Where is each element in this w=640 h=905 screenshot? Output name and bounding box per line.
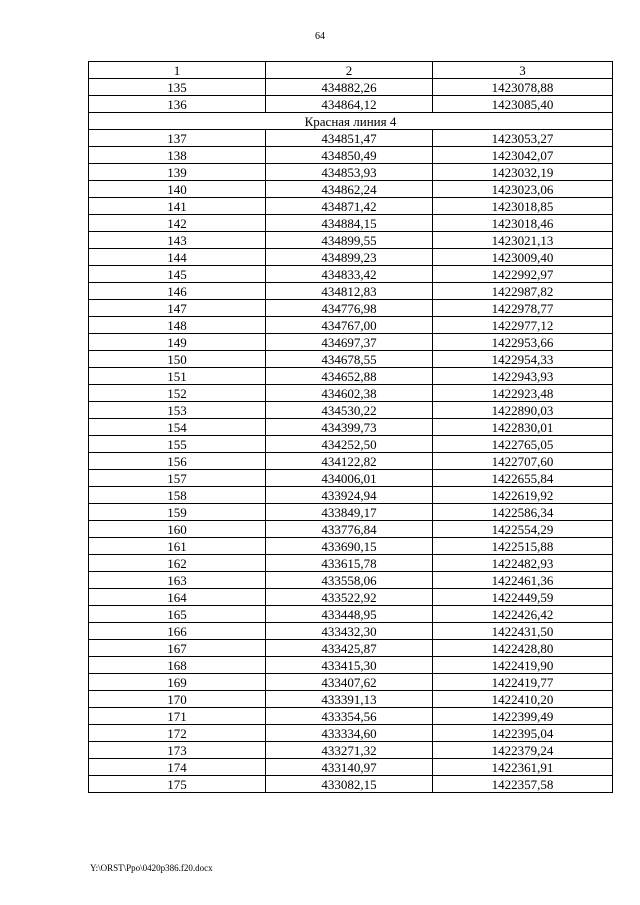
point-number-cell: 144: [89, 249, 266, 266]
x-coordinate-cell: 434006,01: [266, 470, 433, 487]
table-row: [89, 606, 613, 623]
x-coordinate-cell: 434851,47: [266, 130, 433, 147]
point-number-cell: 147: [89, 300, 266, 317]
table-row: [89, 300, 613, 317]
y-coordinate-cell: 1422428,80: [433, 640, 613, 657]
table-row: [89, 691, 613, 708]
y-coordinate-cell: 1423023,06: [433, 181, 613, 198]
table-row: [89, 742, 613, 759]
y-coordinate-cell: 1422830,01: [433, 419, 613, 436]
point-number-cell: 157: [89, 470, 266, 487]
x-coordinate-cell: 433690,15: [266, 538, 433, 555]
y-coordinate-cell: 1422953,66: [433, 334, 613, 351]
x-coordinate-cell: 434767,00: [266, 317, 433, 334]
point-number-cell: 170: [89, 691, 266, 708]
x-coordinate-cell: 433432,30: [266, 623, 433, 640]
point-number-cell: 166: [89, 623, 266, 640]
table-row: [89, 215, 613, 232]
x-coordinate-cell: 433407,62: [266, 674, 433, 691]
y-coordinate-cell: 1422586,34: [433, 504, 613, 521]
table-row: [89, 759, 613, 776]
x-coordinate-cell: 434850,49: [266, 147, 433, 164]
y-coordinate-cell: 1422977,12: [433, 317, 613, 334]
y-coordinate-cell: 1422357,58: [433, 776, 613, 793]
y-coordinate-cell: 1422399,49: [433, 708, 613, 725]
x-coordinate-cell: 434862,24: [266, 181, 433, 198]
table-row: [89, 147, 613, 164]
table-row: [89, 640, 613, 657]
table-row: [89, 538, 613, 555]
y-coordinate-cell: 1422707,60: [433, 453, 613, 470]
table-row: [89, 130, 613, 147]
point-number-cell: 171: [89, 708, 266, 725]
x-coordinate-cell: 433448,95: [266, 606, 433, 623]
table-row: [89, 181, 613, 198]
page-number: 64: [315, 31, 325, 42]
table-body: [89, 62, 613, 793]
table-row: [89, 555, 613, 572]
table-row: [89, 232, 613, 249]
x-coordinate-cell: 433140,97: [266, 759, 433, 776]
x-coordinate-cell: 433558,06: [266, 572, 433, 589]
x-coordinate-cell: 434864,12: [266, 96, 433, 113]
point-number-cell: 174: [89, 759, 266, 776]
y-coordinate-cell: 1422395,04: [433, 725, 613, 742]
x-coordinate-cell: 433924,94: [266, 487, 433, 504]
y-coordinate-cell: 1422410,20: [433, 691, 613, 708]
x-coordinate-cell: 434678,55: [266, 351, 433, 368]
x-coordinate-cell: 434697,37: [266, 334, 433, 351]
point-number-cell: 164: [89, 589, 266, 606]
x-coordinate-cell: 433849,17: [266, 504, 433, 521]
y-coordinate-cell: 1422954,33: [433, 351, 613, 368]
y-coordinate-cell: 1422978,77: [433, 300, 613, 317]
table-row: [89, 385, 613, 402]
y-coordinate-cell: 1422890,03: [433, 402, 613, 419]
x-coordinate-cell: 434812,83: [266, 283, 433, 300]
y-coordinate-cell: 1422619,92: [433, 487, 613, 504]
point-number-cell: 145: [89, 266, 266, 283]
table-row: [89, 487, 613, 504]
table-row: [89, 572, 613, 589]
point-number-cell: 165: [89, 606, 266, 623]
table-row: [89, 79, 613, 96]
table-row: [89, 708, 613, 725]
table-row: [89, 402, 613, 419]
y-coordinate-cell: 1422449,59: [433, 589, 613, 606]
table-row: [89, 368, 613, 385]
x-coordinate-cell: 434399,73: [266, 419, 433, 436]
y-coordinate-cell: 1422419,77: [433, 674, 613, 691]
point-number-cell: 135: [89, 79, 266, 96]
y-coordinate-cell: 1422655,84: [433, 470, 613, 487]
y-coordinate-cell: 1423021,13: [433, 232, 613, 249]
point-number-cell: 149: [89, 334, 266, 351]
point-number-cell: 173: [89, 742, 266, 759]
x-coordinate-cell: 433391,13: [266, 691, 433, 708]
x-coordinate-cell: 433522,92: [266, 589, 433, 606]
x-coordinate-cell: 433082,15: [266, 776, 433, 793]
table-row: [89, 521, 613, 538]
y-coordinate-cell: 1423053,27: [433, 130, 613, 147]
point-number-cell: 160: [89, 521, 266, 538]
table-row: [89, 249, 613, 266]
point-number-cell: 154: [89, 419, 266, 436]
point-number-cell: 151: [89, 368, 266, 385]
point-number-cell: 142: [89, 215, 266, 232]
footer-file-path: Y:\ORST\Ppo\0420p386.f20.docx: [90, 863, 213, 873]
table-row: [89, 317, 613, 334]
x-coordinate-cell: 433615,78: [266, 555, 433, 572]
y-coordinate-cell: 1422431,50: [433, 623, 613, 640]
x-coordinate-cell: 434602,38: [266, 385, 433, 402]
y-coordinate-cell: 1422765,05: [433, 436, 613, 453]
table-row: [89, 470, 613, 487]
x-coordinate-cell: 434882,26: [266, 79, 433, 96]
y-coordinate-cell: 1422554,29: [433, 521, 613, 538]
point-number-cell: 139: [89, 164, 266, 181]
point-number-cell: 161: [89, 538, 266, 555]
point-number-cell: 148: [89, 317, 266, 334]
point-number-cell: 163: [89, 572, 266, 589]
table-row: [89, 283, 613, 300]
point-number-cell: 156: [89, 453, 266, 470]
point-number-cell: 167: [89, 640, 266, 657]
y-coordinate-cell: 1423009,40: [433, 249, 613, 266]
y-coordinate-cell: 1422943,93: [433, 368, 613, 385]
x-coordinate-cell: 433776,84: [266, 521, 433, 538]
point-number-cell: 143: [89, 232, 266, 249]
point-number-cell: 158: [89, 487, 266, 504]
table-row: [89, 419, 613, 436]
y-coordinate-cell: 1422379,24: [433, 742, 613, 759]
y-coordinate-cell: 1422987,82: [433, 283, 613, 300]
column-header-2: 2: [266, 62, 433, 79]
x-coordinate-cell: 434776,98: [266, 300, 433, 317]
point-number-cell: 150: [89, 351, 266, 368]
column-header-3: 3: [433, 62, 613, 79]
x-coordinate-cell: 434871,42: [266, 198, 433, 215]
column-header-1: 1: [89, 62, 266, 79]
table-row: [89, 776, 613, 793]
table-row: [89, 164, 613, 181]
point-number-cell: 175: [89, 776, 266, 793]
x-coordinate-cell: 434899,23: [266, 249, 433, 266]
section-title: Красная линия 4: [89, 113, 613, 130]
table-row: [89, 657, 613, 674]
table-row: [89, 623, 613, 640]
y-coordinate-cell: 1423032,19: [433, 164, 613, 181]
point-number-cell: 172: [89, 725, 266, 742]
point-number-cell: 140: [89, 181, 266, 198]
table-row: [89, 504, 613, 521]
table-header-row: [89, 62, 613, 79]
y-coordinate-cell: 1423078,88: [433, 79, 613, 96]
table-row: [89, 436, 613, 453]
y-coordinate-cell: 1422361,91: [433, 759, 613, 776]
point-number-cell: 162: [89, 555, 266, 572]
point-number-cell: 141: [89, 198, 266, 215]
point-number-cell: 152: [89, 385, 266, 402]
point-number-cell: 155: [89, 436, 266, 453]
x-coordinate-cell: 433354,56: [266, 708, 433, 725]
point-number-cell: 168: [89, 657, 266, 674]
x-coordinate-cell: 434652,88: [266, 368, 433, 385]
y-coordinate-cell: 1422461,36: [433, 572, 613, 589]
x-coordinate-cell: 434252,50: [266, 436, 433, 453]
point-number-cell: 153: [89, 402, 266, 419]
x-coordinate-cell: 434853,93: [266, 164, 433, 181]
x-coordinate-cell: 434833,42: [266, 266, 433, 283]
table-row: [89, 725, 613, 742]
table-row: [89, 198, 613, 215]
y-coordinate-cell: 1422992,97: [433, 266, 613, 283]
y-coordinate-cell: 1422515,88: [433, 538, 613, 555]
y-coordinate-cell: 1423018,85: [433, 198, 613, 215]
coordinates-table: [88, 61, 613, 793]
x-coordinate-cell: 433271,32: [266, 742, 433, 759]
y-coordinate-cell: 1422482,93: [433, 555, 613, 572]
y-coordinate-cell: 1423018,46: [433, 215, 613, 232]
x-coordinate-cell: 433415,30: [266, 657, 433, 674]
y-coordinate-cell: 1422426,42: [433, 606, 613, 623]
section-row: [89, 113, 613, 130]
point-number-cell: 159: [89, 504, 266, 521]
table-row: [89, 96, 613, 113]
x-coordinate-cell: 433334,60: [266, 725, 433, 742]
table-row: [89, 453, 613, 470]
point-number-cell: 137: [89, 130, 266, 147]
x-coordinate-cell: 434899,55: [266, 232, 433, 249]
y-coordinate-cell: 1422923,48: [433, 385, 613, 402]
x-coordinate-cell: 434530,22: [266, 402, 433, 419]
x-coordinate-cell: 434122,82: [266, 453, 433, 470]
x-coordinate-cell: 433425,87: [266, 640, 433, 657]
y-coordinate-cell: 1423085,40: [433, 96, 613, 113]
point-number-cell: 169: [89, 674, 266, 691]
table-row: [89, 589, 613, 606]
point-number-cell: 138: [89, 147, 266, 164]
x-coordinate-cell: 434884,15: [266, 215, 433, 232]
table-row: [89, 351, 613, 368]
table-row: [89, 674, 613, 691]
y-coordinate-cell: 1423042,07: [433, 147, 613, 164]
table-row: [89, 266, 613, 283]
y-coordinate-cell: 1422419,90: [433, 657, 613, 674]
point-number-cell: 146: [89, 283, 266, 300]
table-row: [89, 334, 613, 351]
point-number-cell: 136: [89, 96, 266, 113]
